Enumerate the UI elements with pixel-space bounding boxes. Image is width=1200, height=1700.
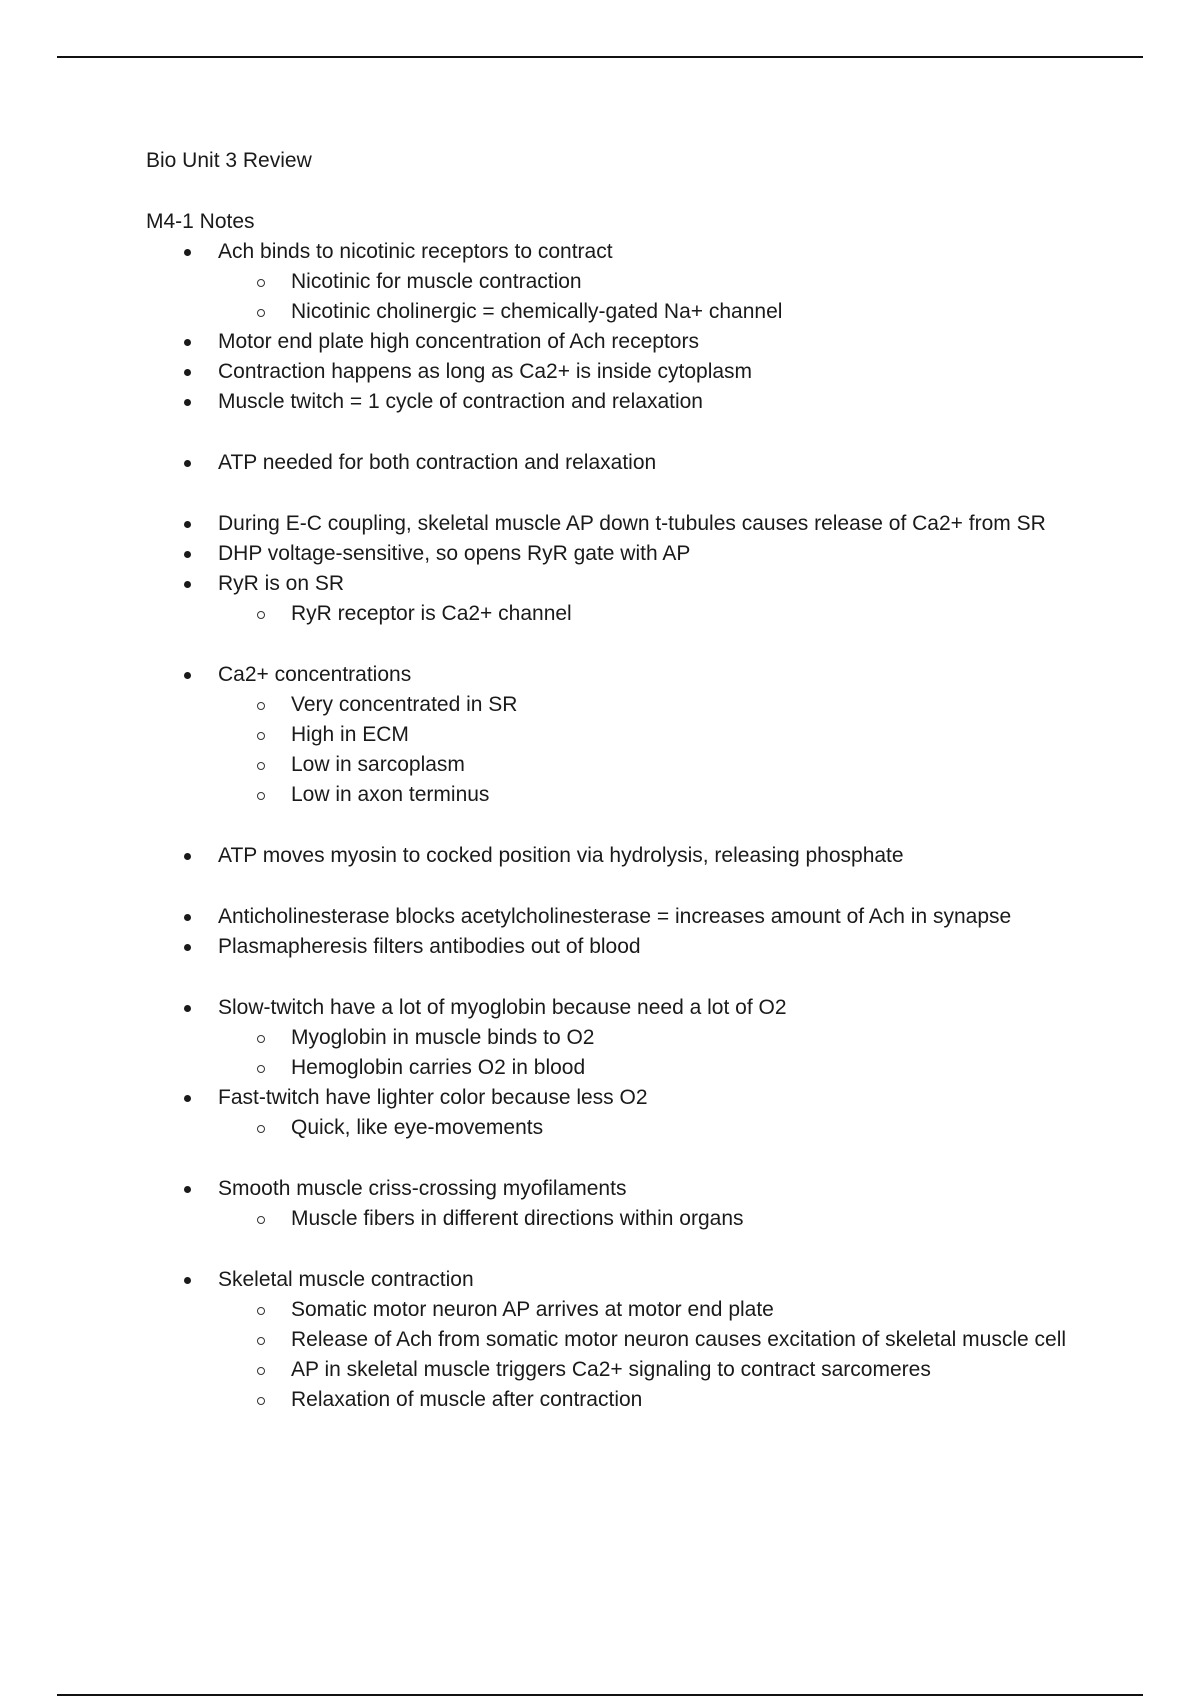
sub-bullet-list bbox=[218, 1295, 1096, 1415]
sub-bullet-item bbox=[146, 599, 1096, 629]
bullet-dot-icon bbox=[184, 581, 191, 588]
bullet-text: During E-C coupling, skeletal muscle AP down t-tubules causes release of Ca2+ from SR bbox=[218, 512, 1046, 535]
bullet-text: RyR is on SR bbox=[218, 572, 345, 595]
sub-bullet-item bbox=[146, 750, 1096, 780]
sub-bullet-text: Muscle fibers in different directions within organs bbox=[291, 1207, 744, 1230]
hollow-circle-bullet-icon bbox=[257, 792, 265, 800]
sub-bullet-item bbox=[146, 1295, 1096, 1325]
sub-bullet-item bbox=[146, 1355, 1096, 1385]
bullet-text: Fast-twitch have lighter color because less O2 bbox=[218, 1086, 648, 1109]
footer-rule bbox=[57, 1694, 1143, 1696]
sub-bullet-item bbox=[146, 1113, 1096, 1143]
bullet-text: ATP moves myosin to cocked position via hydrolysis, releasing phosphate bbox=[218, 844, 904, 867]
bullet-dot-icon bbox=[184, 672, 191, 679]
bullet-dot-icon bbox=[184, 1277, 191, 1284]
bullet-list bbox=[146, 237, 1096, 1415]
bullet-item bbox=[146, 1083, 1096, 1143]
hollow-circle-bullet-icon bbox=[257, 1125, 265, 1133]
bullet-item bbox=[146, 660, 1096, 810]
sub-bullet-list bbox=[218, 599, 1096, 629]
hollow-circle-bullet-icon bbox=[257, 611, 265, 619]
bullet-item bbox=[146, 1265, 1096, 1415]
hollow-circle-bullet-icon bbox=[257, 1035, 265, 1043]
hollow-circle-bullet-icon bbox=[257, 1397, 265, 1405]
sub-bullet-text: Somatic motor neuron AP arrives at motor end plate bbox=[291, 1298, 774, 1321]
sub-bullet-list bbox=[218, 1113, 1096, 1143]
hollow-circle-bullet-icon bbox=[257, 279, 265, 287]
bullet-text: Smooth muscle criss-crossing myofilaments bbox=[218, 1177, 627, 1200]
hollow-circle-bullet-icon bbox=[257, 1307, 265, 1315]
bullet-item bbox=[146, 539, 1096, 569]
bullet-dot-icon bbox=[184, 914, 191, 921]
bullet-dot-icon bbox=[184, 944, 191, 951]
sub-bullet-item bbox=[146, 1023, 1096, 1053]
header-rule bbox=[57, 56, 1143, 58]
sub-bullet-item bbox=[146, 297, 1096, 327]
bullet-item bbox=[146, 902, 1096, 932]
section-heading: M4-1 Notes bbox=[146, 210, 255, 233]
bullet-text: Anticholinesterase blocks acetylcholinesterase = increases amount of Ach in synapse bbox=[218, 905, 1012, 928]
sub-bullet-item bbox=[146, 720, 1096, 750]
sub-bullet-item bbox=[146, 1385, 1096, 1415]
document-page bbox=[146, 146, 1096, 1415]
bullet-item bbox=[146, 448, 1096, 478]
bullet-item bbox=[146, 327, 1096, 357]
bullet-dot-icon bbox=[184, 460, 191, 467]
sub-bullet-text: Low in axon terminus bbox=[291, 783, 490, 806]
sub-bullet-item bbox=[146, 690, 1096, 720]
bullet-text: ATP needed for both contraction and relaxation bbox=[218, 451, 657, 474]
sub-bullet-list bbox=[218, 1023, 1096, 1083]
bullet-dot-icon bbox=[184, 1005, 191, 1012]
sub-bullet-text: Hemoglobin carries O2 in blood bbox=[291, 1056, 586, 1079]
hollow-circle-bullet-icon bbox=[257, 702, 265, 710]
bullet-text: Ca2+ concentrations bbox=[218, 663, 412, 686]
sub-bullet-list bbox=[218, 690, 1096, 810]
hollow-circle-bullet-icon bbox=[257, 732, 265, 740]
bullet-item bbox=[146, 357, 1096, 387]
sub-bullet-text: Relaxation of muscle after contraction bbox=[291, 1388, 643, 1411]
bullet-text: Ach binds to nicotinic receptors to contract bbox=[218, 240, 613, 263]
bullet-text: Motor end plate high concentration of Ach receptors bbox=[218, 330, 699, 353]
sub-bullet-text: Myoglobin in muscle binds to O2 bbox=[291, 1026, 595, 1049]
bullet-text: Skeletal muscle contraction bbox=[218, 1268, 474, 1291]
sub-bullet-text: Very concentrated in SR bbox=[291, 693, 518, 716]
bullet-text: Muscle twitch = 1 cycle of contraction and relaxation bbox=[218, 390, 703, 413]
bullet-dot-icon bbox=[184, 853, 191, 860]
bullet-item bbox=[146, 509, 1096, 539]
bullet-dot-icon bbox=[184, 1186, 191, 1193]
bullet-dot-icon bbox=[184, 339, 191, 346]
hollow-circle-bullet-icon bbox=[257, 1065, 265, 1073]
bullet-text: Contraction happens as long as Ca2+ is inside cytoplasm bbox=[218, 360, 753, 383]
sub-bullet-item bbox=[146, 780, 1096, 810]
bullet-item bbox=[146, 993, 1096, 1083]
sub-bullet-text: Quick, like eye-movements bbox=[291, 1116, 544, 1139]
hollow-circle-bullet-icon bbox=[257, 1337, 265, 1345]
sub-bullet-item bbox=[146, 267, 1096, 297]
sub-bullet-item bbox=[146, 1325, 1096, 1355]
bullet-item bbox=[146, 387, 1096, 417]
hollow-circle-bullet-icon bbox=[257, 309, 265, 317]
sub-bullet-list bbox=[218, 1204, 1096, 1234]
sub-bullet-text: Nicotinic cholinergic = chemically-gated Na+ channel bbox=[291, 300, 783, 323]
sub-bullet-text: AP in skeletal muscle triggers Ca2+ signaling to contract sarcomeres bbox=[291, 1358, 931, 1381]
bullet-dot-icon bbox=[184, 551, 191, 558]
bullet-text: DHP voltage-sensitive, so opens RyR gate with AP bbox=[218, 542, 691, 565]
bullet-item bbox=[146, 841, 1096, 871]
bullet-text: Slow-twitch have a lot of myoglobin because need a lot of O2 bbox=[218, 996, 787, 1019]
bullet-item bbox=[146, 1174, 1096, 1234]
bullet-text: Plasmapheresis filters antibodies out of blood bbox=[218, 935, 641, 958]
bullet-item bbox=[146, 932, 1096, 962]
sub-bullet-text: High in ECM bbox=[291, 723, 409, 746]
sub-bullet-text: Release of Ach from somatic motor neuron causes excitation of skeletal muscle cell bbox=[291, 1328, 1067, 1351]
sub-bullet-text: Nicotinic for muscle contraction bbox=[291, 270, 582, 293]
sub-bullet-text: RyR receptor is Ca2+ channel bbox=[291, 602, 572, 625]
bullet-dot-icon bbox=[184, 369, 191, 376]
sub-bullet-item bbox=[146, 1053, 1096, 1083]
sub-bullet-list bbox=[218, 267, 1096, 327]
bullet-dot-icon bbox=[184, 399, 191, 406]
hollow-circle-bullet-icon bbox=[257, 1216, 265, 1224]
hollow-circle-bullet-icon bbox=[257, 762, 265, 770]
bullet-dot-icon bbox=[184, 521, 191, 528]
bullet-item bbox=[146, 237, 1096, 327]
sub-bullet-text: Low in sarcoplasm bbox=[291, 753, 465, 776]
document-title: Bio Unit 3 Review bbox=[146, 149, 312, 172]
bullet-dot-icon bbox=[184, 1095, 191, 1102]
bullet-item bbox=[146, 569, 1096, 629]
sub-bullet-item bbox=[146, 1204, 1096, 1234]
hollow-circle-bullet-icon bbox=[257, 1367, 265, 1375]
bullet-dot-icon bbox=[184, 249, 191, 256]
